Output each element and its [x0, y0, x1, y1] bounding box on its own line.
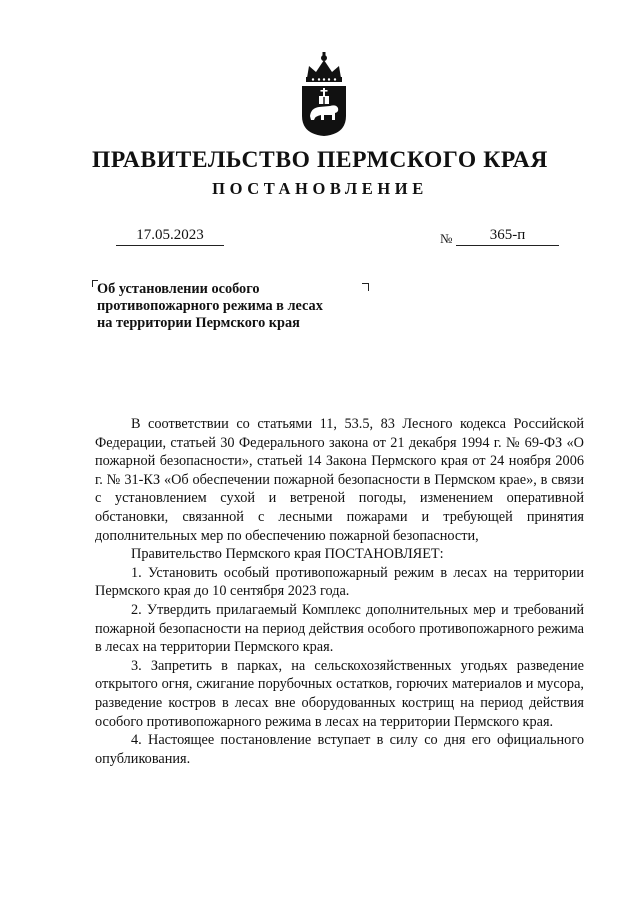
- document-type: ПОСТАНОВЛЕНИЕ: [212, 179, 428, 198]
- subject-line: Об установлении особого: [97, 281, 260, 297]
- preamble-paragraph: В соответствии со статьями 11, 53.5, 83 Лесного кодекса Российской Федерации, статьей 30 Федерального закона от 21 декабря 1994 г. № 69-ФЗ «О пожарной безопасности», статьей 14 Закона Пермского края от 24 ноября 2006 г. № 31-КЗ «Об обеспечении пожарной безопасности в Пермском крае», в связи с установлением сухой и ветреной погоды, изменением оперативной обстановки, связанной с лесными пожарами и требующей принятия дополнительных мер по обеспечению пожарной безопасности,: [95, 416, 584, 544]
- clause-1: 1. Установить особый противопожарный режим в лесах на территории Пермского края до 10 сентября 2023 года.: [95, 564, 584, 600]
- coat-of-arms-icon: [297, 48, 351, 138]
- subject-line: на территории Пермского края: [97, 315, 300, 331]
- government-title: ПРАВИТЕЛЬСТВО ПЕРМСКОГО КРАЯ: [92, 147, 548, 173]
- clause-3: 3. Запретить в парках, на сельскохозяйственных угодьях разведение открытого огня, сжигание порубочных остатков, горючих материалов и мусора, разведение костров в лесах вне оборудованных кострищ на период действия особого противопожарного режима в лесах на территории Пермского края.: [95, 657, 584, 730]
- document-subject: [97, 281, 377, 332]
- document-body: [95, 415, 584, 768]
- number-sign: №: [440, 231, 453, 246]
- resolution-statement: Правительство Пермского края ПОСТАНОВЛЯЕТ:: [131, 546, 444, 563]
- clause-4: 4. Настоящее постановление вступает в силу со дня его официального опубликования.: [95, 732, 584, 767]
- document-date: 17.05.2023: [116, 226, 224, 246]
- document-number: 365-п: [456, 226, 559, 246]
- subject-line: противопожарного режима в лесах: [97, 298, 323, 314]
- clause-2: 2. Утвердить прилагаемый Комплекс дополнительных мер и требований пожарной безопасности на период действия особого противопожарного режима в лесах на территории Пермского края.: [95, 601, 584, 656]
